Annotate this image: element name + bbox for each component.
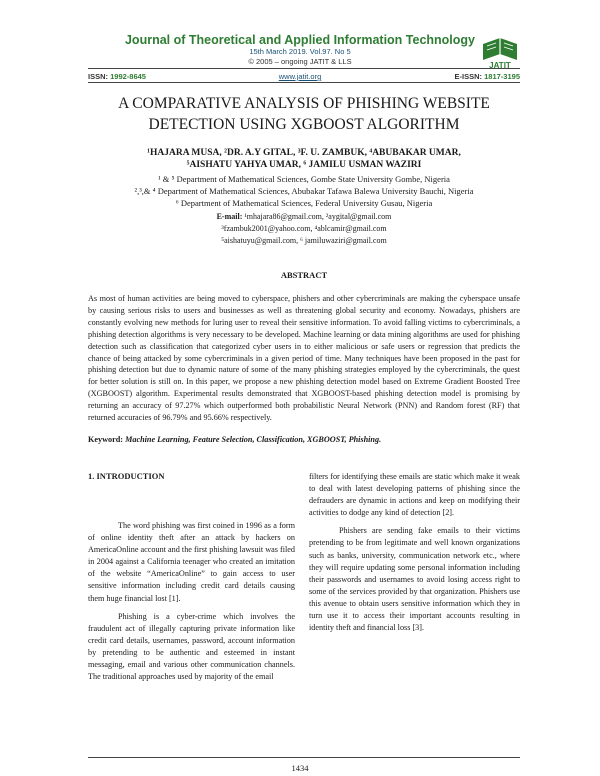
header-divider-bottom (88, 82, 520, 83)
emails-line-3: ⁵aishatuyu@gmail.com, ⁶ jamiluwaziri@gmail.com (221, 236, 387, 245)
email-label: E-mail: (216, 212, 243, 221)
paragraph: Phishers are sending fake emails to their victims pretending to be from legitimate and well known organizations such as banks, university, communication network etc., where they will require updating some personal information including their passwords and usernames to avoid losing access right to some of the services provided by that organization. Phishers use this avenue to obtain users sensitive information which they in turn use it to access their important accounts resulting in identity theft and financial loss [3]. (309, 526, 520, 633)
abstract-text: As most of human activities are being moved to cyberspace, phishers and other cybercriminals are making the cyberspace unsafe by causing serious risks to users and businesses as well as threatening global security and economy. Nowadays, phishers are constantly evolving new methods for luring user to reveal their sensitive information. To avoid falling victims to cybercriminals, a phishing detection algorithms is very necessary to be developed. Machine learning or data mining algorithms are used for phishing detection such as classification that categorized cyber users in to either malicious or safe users or regression that predicts the chance of being attacked by some cybercriminals in a given period of time. Many techniques have been proposed in the past for phishing detection but due to dynamic nature of some of the many phishing strategies employed by the cybercriminals, the quest for better solution is still on. In this paper, we propose a new phishing detection model based on Extreme Gradient Boosted Tree (XGBOOST) algorithm. Experimental results demonstrated that XGBOOST-based phishing detection model is promising by returning an accuracy of 97.27% which outperformed both probabilistic Neural Network (PNN) and Random forest (RF) that returned accuracies of 96.79% and 95.66% respectively. (88, 294, 520, 423)
paragraph: Phishing is a cyber-crime which involves the fraudulent act of illegally capturing private information like credit card details, usernames, password, account information by pretending to be authentic and esteemed in instant messaging, email and various other communication channels. The traditional approaches used by majority of the email (88, 611, 295, 682)
copyright: © 2005 – ongoing JATIT & LLS (248, 57, 352, 66)
issn-value: 1992-8645 (110, 72, 146, 81)
keywords-label: Keyword: (88, 435, 124, 444)
left-column (88, 520, 295, 683)
book-logo-icon (479, 30, 521, 70)
footer-divider (88, 757, 520, 758)
eissn-label: E-ISSN: (454, 72, 483, 81)
emails-line-2: ³fzambuk2001@yahoo.com, ⁴ablcamir@gmail.com (221, 224, 387, 233)
keywords-list: Machine Learning, Feature Selection, Classification, XGBOOST, Phishing. (125, 435, 382, 444)
issn-label: ISSN: (88, 72, 109, 81)
authors-line-1: ¹HAJARA MUSA, ²DR. A.Y GITAL, ³F. U. ZAMBUK, ⁴ABUBAKAR UMAR, (147, 148, 461, 158)
website-link[interactable]: www.jatit.org (278, 72, 322, 81)
paragraph: filters for identifying these emails are static which make it weak to deal with latest developing patterns of phishing since the defrauders are dynamic in actions and keep on modifying their activities to dodge any kind of detection [2]. (309, 472, 520, 518)
right-column (309, 471, 520, 634)
paragraph: The word phishing was first coined in 1996 as a form of online identity theft after an attack by hackers on AmericaOnline account and the first phishing lawsuit was filed in 2004 against a California teenager who created an imitation of the website “AmericaOnline” to gain access to user sensitive information including credit card details causing them huge financial lost [1]. (88, 521, 295, 603)
logo-text: JATIT (489, 61, 511, 70)
section-heading-introduction: 1. INTRODUCTION (88, 471, 165, 481)
affiliation-1: ¹ & ⁵ Department of Mathematical Sciences, Gombe State University Gombe, Nigeria (158, 174, 450, 184)
issue-info: 15th March 2019. Vol.97. No 5 (249, 47, 351, 56)
authors-line-2: ⁵AISHATU YAHYA UMAR, ⁶ JAMILU USMAN WAZIRI (186, 160, 422, 170)
header-divider-top (88, 68, 520, 69)
eissn-value: 1817-3195 (484, 72, 520, 81)
emails-line-1: E-mail: ¹mhajara86@gmail.com, ²aygital@gmail.com (216, 212, 392, 221)
keywords (88, 435, 520, 444)
title-line-1: A COMPARATIVE ANALYSIS OF PHISHING WEBSITE (118, 95, 490, 112)
affiliation-3: ⁶ Department of Mathematical Sciences, Federal University Gusau, Nigeria (175, 198, 433, 208)
jatit-logo (479, 30, 521, 70)
journal-title: Journal of Theoretical and Applied Information Technology (124, 33, 476, 47)
affiliation-2: ²,³,& ⁴ Department of Mathematical Sciences, Abubakar Tafawa Balewa University Bauchi, Nigeria (134, 186, 474, 196)
paper-title (88, 93, 520, 135)
authors (88, 147, 520, 171)
page-number: 1434 (291, 763, 309, 773)
abstract-heading: ABSTRACT (280, 270, 328, 280)
eissn (455, 72, 520, 81)
title-line-2: DETECTION USING XGBOOST ALGORITHM (148, 116, 460, 133)
